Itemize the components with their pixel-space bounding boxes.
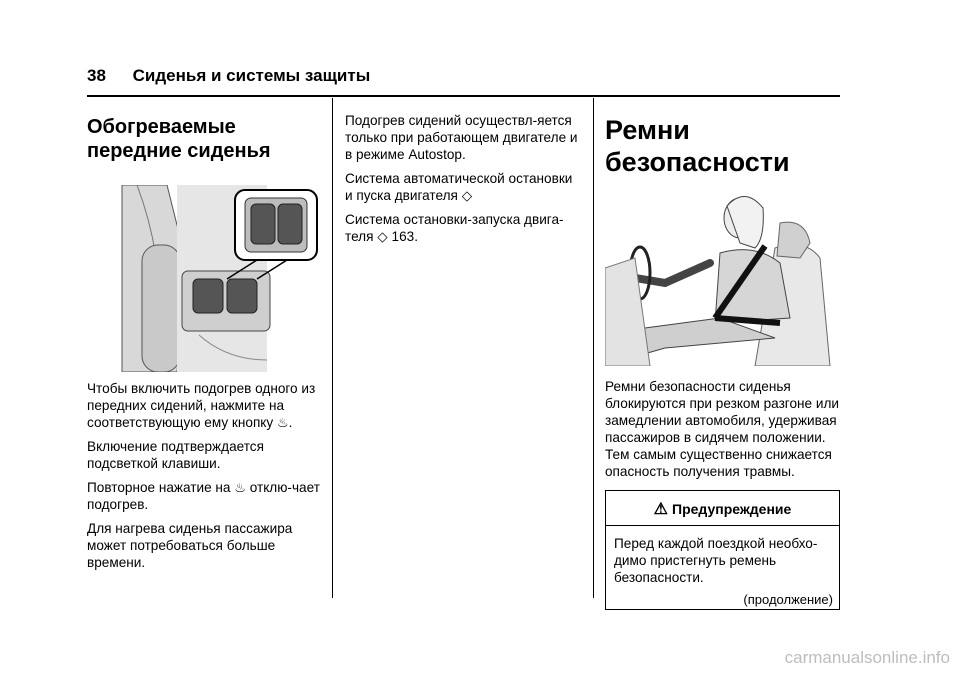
- warning-triangle-icon: ⚠: [653, 501, 669, 518]
- para-confirm: Включение подтверждается подсветкой клавиши.: [87, 439, 264, 471]
- continued-label: (продолжение): [743, 592, 833, 607]
- heated-seats-heading: Обогреваемые передние сиденья: [87, 116, 271, 162]
- column-1: [87, 100, 322, 578]
- column-divider-2: [593, 98, 594, 598]
- page-ref-icon: ◇: [377, 229, 388, 244]
- warning-box: [605, 490, 840, 610]
- para-engine-running: Подогрев сидений осуществл-яется только при работающем двигателе и в режиме Autostop.: [345, 113, 578, 162]
- seat-heat-buttons-illustration: [117, 185, 322, 372]
- warning-header: ⚠ Предупреждение: [606, 491, 839, 526]
- page-ref-icon: ◇: [461, 188, 473, 203]
- warning-body: Перед каждой поездкой необхо-димо пристегнуть ремень безопасности.: [614, 536, 818, 585]
- page-number: 38: [87, 66, 106, 85]
- para-autostop: Система автоматической остановки и пуска двигателя ◇: [345, 171, 573, 203]
- para-turn-on: Чтобы включить подогрев одного из передних сидений, нажмите на соответствующую ему кнопку ♨.: [87, 381, 316, 430]
- seat-heat-icon: ♨: [234, 480, 246, 495]
- column-2: [345, 100, 583, 252]
- seatbelts-heading: Ремни безопасности: [605, 115, 790, 177]
- watermark: carmanualsonline.info: [784, 648, 950, 667]
- header-rule: [87, 95, 840, 97]
- para-seatbelts: Ремни безопасности сиденья блокируются при резком разгоне или замедлении автомобиля, удерживая пассажиров в сидячем положении. Тем самым существенно снижается опасность получения травмы.: [605, 379, 839, 479]
- para-turn-off: Повторное нажатие на ♨ отклю-чает подогрев.: [87, 480, 320, 512]
- para-passenger: Для нагрева сиденья пассажира может потребоваться больше времени.: [87, 521, 293, 570]
- page-header: [87, 66, 370, 86]
- seatbelt-driver-illustration: [605, 188, 840, 366]
- column-divider-1: [332, 98, 333, 598]
- section-title: Сиденья и системы защиты: [132, 66, 371, 85]
- column-3: [605, 100, 840, 610]
- reference-page: 163.: [391, 229, 418, 244]
- seat-heat-icon: ♨: [276, 415, 289, 430]
- para-stop-start-ref: Система остановки-запуска двига-теля ◇ 163.: [345, 212, 564, 244]
